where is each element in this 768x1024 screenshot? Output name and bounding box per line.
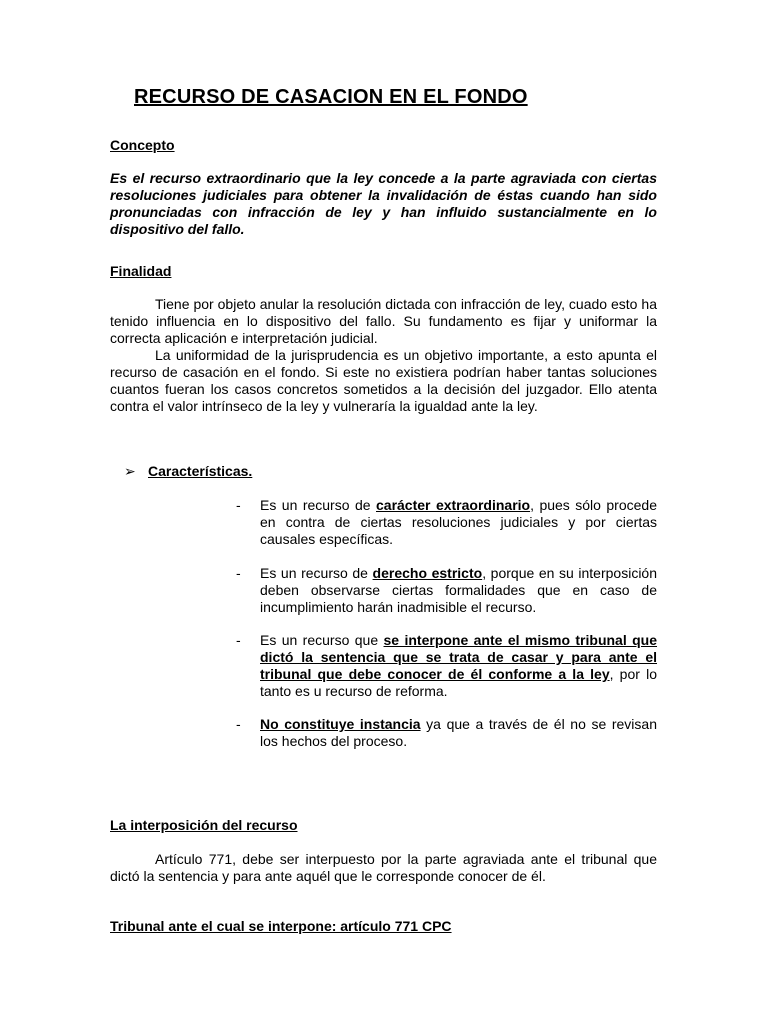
concepto-text: Es el recurso extraordinario que la ley concede a la parte agraviada con ciertas resoluciones judiciales para obtener la invalidación de éstas cuando han sido pronunciadas con infracción de ley y han influido sustancialmente en lo dispositivo del fallo. xyxy=(110,170,657,237)
emphasis: carácter extraordinario xyxy=(376,497,531,513)
caracteristicas-heading xyxy=(124,463,252,480)
caracteristica-item xyxy=(236,497,657,548)
interposicion-heading: La interposición del recurso xyxy=(110,817,298,833)
concepto-heading: Concepto xyxy=(110,137,175,153)
caracteristica-text: Es un recurso de derecho estricto, porque en su interposición deben observarse ciertas formalidades que en caso de incumplimiento harán inadmisible el recurso. xyxy=(260,565,657,615)
finalidad-paragraph-2: La uniformidad de la jurisprudencia es un objetivo importante, a esto apunta el recurso de casación en el fondo. Si este no existiera podrían haber tantas soluciones cuantos fueran los casos concretos sometidos a la decisión del juzgador. Ello atenta contra el valor intrínseco de la ley y vulneraría la igualdad ante la ley. xyxy=(110,347,657,414)
emphasis: se interpone ante el mismo tribunal que dictó la sentencia que se trata de casar y para ante el tribunal que debe conocer de él conforme a la ley xyxy=(260,632,658,682)
caracteristica-text: Es un recurso que se interpone ante el mismo tribunal que dictó la sentencia que se trata de casar y para ante el tribunal que debe conocer de él conforme a la ley, por lo tanto es u recurso de reforma. xyxy=(260,632,658,699)
interposicion-text: Artículo 771, debe ser interpuesto por la parte agraviada ante el tribunal que dictó la sentencia y para ante aquél que le corresponde conocer de él. xyxy=(110,851,657,884)
caracteristica-item xyxy=(236,716,657,750)
emphasis: derecho estricto xyxy=(372,565,483,581)
tribunal-heading: Tribunal ante el cual se interpone: artículo 771 CPC xyxy=(110,918,452,934)
finalidad-heading: Finalidad xyxy=(110,263,172,279)
caracteristica-item xyxy=(236,565,657,616)
dash-bullet: - xyxy=(236,497,241,513)
dash-bullet: - xyxy=(236,632,241,648)
caracteristica-text: No constituye instancia ya que a través de él no se revisan los hechos del proceso. xyxy=(260,716,657,749)
caracteristica-item xyxy=(236,632,657,700)
caracteristicas-label: Características. xyxy=(148,463,253,479)
dash-bullet: - xyxy=(236,716,241,732)
arrow-bullet-icon: ➢ xyxy=(124,463,136,479)
finalidad-paragraph-1: Tiene por objeto anular la resolución dictada con infracción de ley, cuado esto ha tenido influencia en lo dispositivo del fallo. Su fundamento es fijar y uniformar la correcta aplicación e interpretación judicial. xyxy=(110,296,657,346)
caracteristica-text: Es un recurso de carácter extraordinario, pues sólo procede en contra de ciertas resoluciones judiciales y por ciertas causales específicas. xyxy=(260,497,657,547)
page-title: RECURSO DE CASACION EN EL FONDO xyxy=(134,86,528,108)
emphasis: No constituye instancia xyxy=(260,716,421,732)
dash-bullet: - xyxy=(236,565,241,581)
